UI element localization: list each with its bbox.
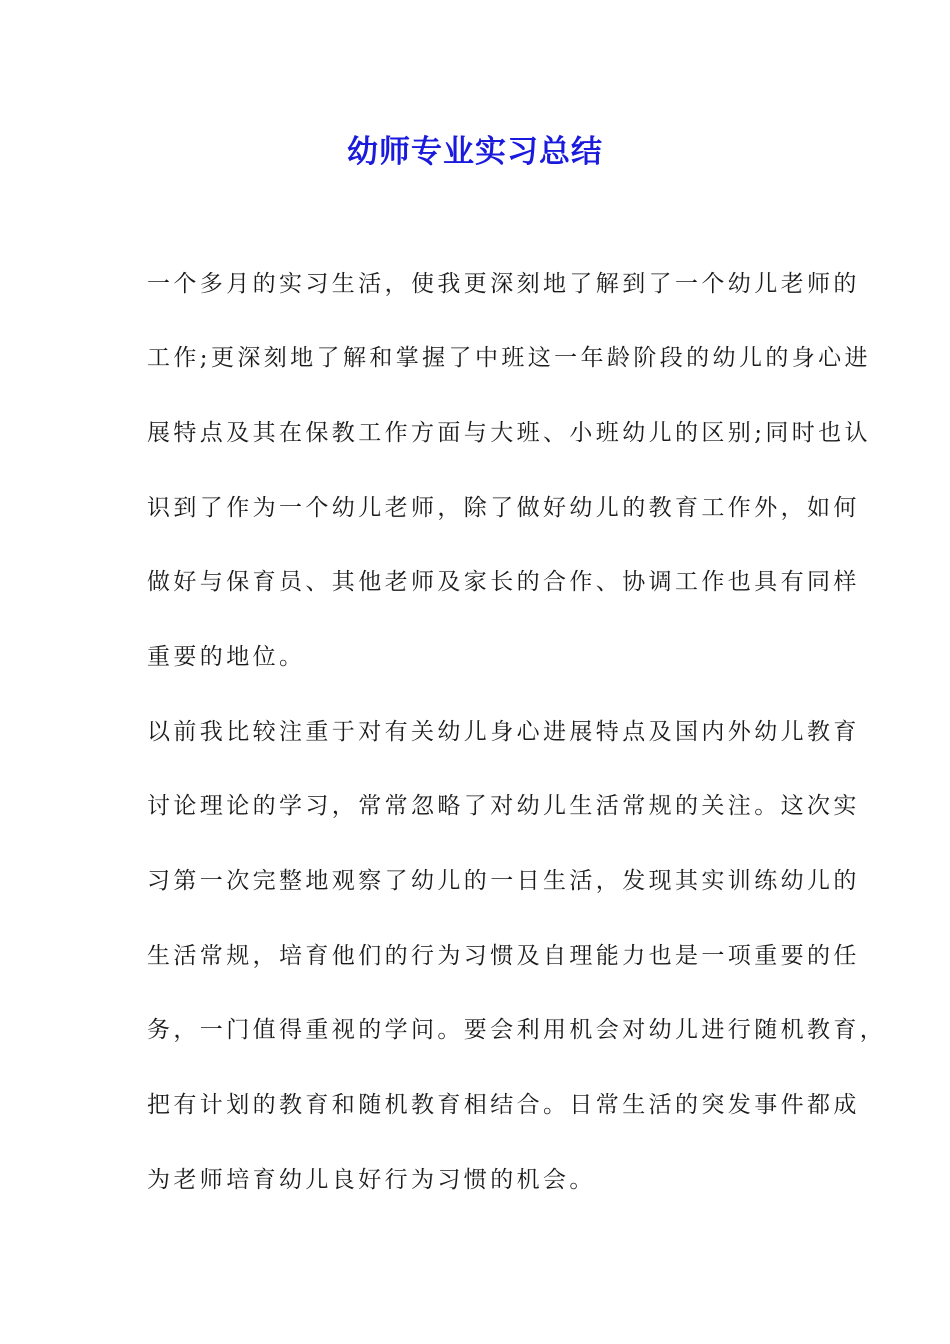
text-line: 为老师培育幼儿良好行为习惯的机会。: [147, 1167, 596, 1193]
text-line: 讨论理论的学习，常常忽略了对幼儿生活常规的关注。这次实: [147, 793, 860, 819]
document-title: 幼师专业实习总结: [347, 134, 603, 170]
text-line: 生活常规，培育他们的行为习惯及自理能力也是一项重要的任: [147, 943, 860, 969]
text-line: 一个多月的实习生活，使我更深刻地了解到了一个幼儿老师的: [147, 271, 860, 297]
text-line: 务，一门值得重视的学问。要会利用机会对幼儿进行随机教育，: [147, 1017, 887, 1043]
text-line: 识到了作为一个幼儿老师，除了做好幼儿的教育工作外，如何: [147, 495, 860, 521]
text-line: 以前我比较注重于对有关幼儿身心进展特点及国内外幼儿教育: [147, 719, 860, 745]
text-line: 展特点及其在保教工作方面与大班、小班幼儿的区别;同时也认: [147, 420, 871, 446]
text-line: 工作;更深刻地了解和掌握了中班这一年龄阶段的幼儿的身心进: [147, 345, 871, 371]
text-line: 重要的地位。: [147, 644, 306, 670]
text-line: 把有计划的教育和随机教育相结合。日常生活的突发事件都成: [147, 1092, 860, 1118]
text-line: 习第一次完整地观察了幼儿的一日生活，发现其实训练幼儿的: [147, 868, 860, 894]
text-line: 做好与保育员、其他老师及家长的合作、协调工作也具有同样: [147, 569, 860, 595]
